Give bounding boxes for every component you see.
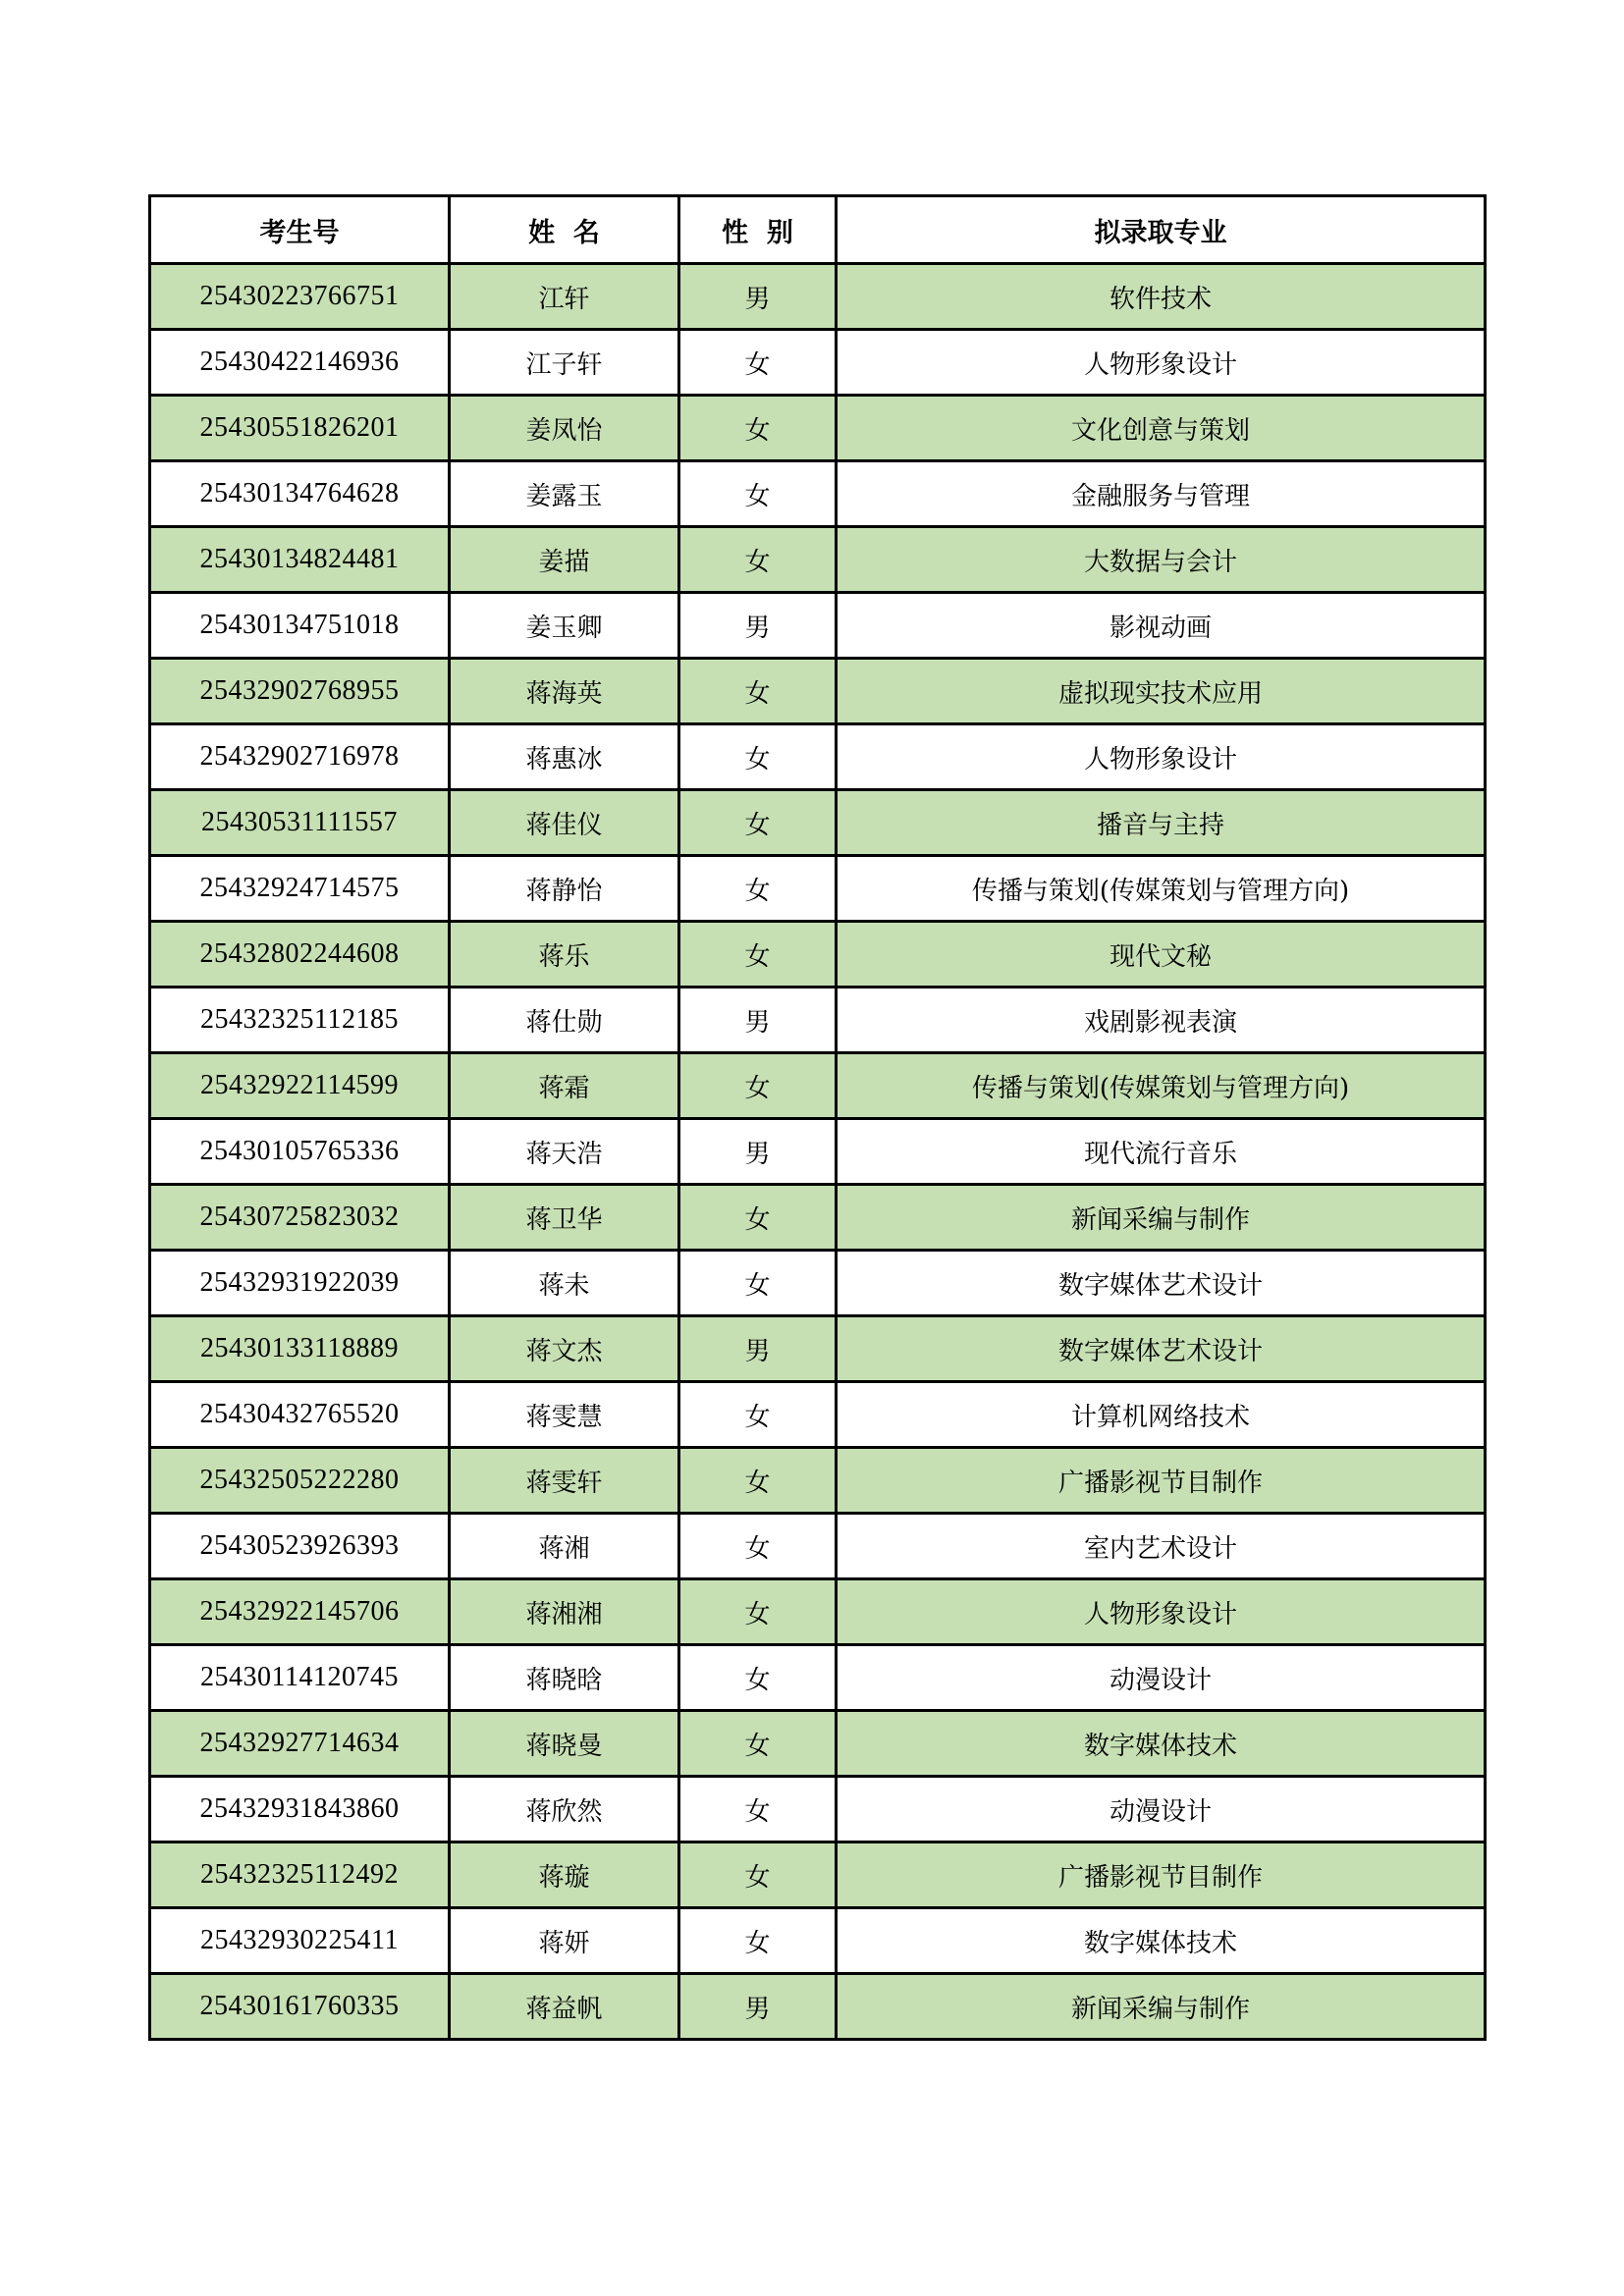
header-gender: 性 别 — [679, 196, 837, 264]
name-cell: 江子轩 — [450, 330, 679, 396]
exam-number-cell: 25432325112185 — [150, 988, 450, 1053]
gender-cell: 女 — [679, 527, 837, 593]
table-row — [150, 461, 1486, 527]
gender-cell: 女 — [679, 1908, 837, 1974]
gender-cell: 女 — [679, 461, 837, 527]
name-cell: 蒋湘 — [450, 1514, 679, 1579]
gender-cell: 女 — [679, 1579, 837, 1645]
major-cell: 数字媒体艺术设计 — [837, 1316, 1486, 1382]
gender-cell: 男 — [679, 1974, 837, 2040]
major-cell: 金融服务与管理 — [837, 461, 1486, 527]
name-cell: 蒋天浩 — [450, 1119, 679, 1185]
header-major: 拟录取专业 — [837, 196, 1486, 264]
major-cell: 大数据与会计 — [837, 527, 1486, 593]
gender-cell: 男 — [679, 593, 837, 659]
exam-number-cell: 25432924714575 — [150, 856, 450, 922]
gender-cell: 女 — [679, 659, 837, 724]
name-cell: 蒋湘湘 — [450, 1579, 679, 1645]
name-cell: 蒋晓曼 — [450, 1711, 679, 1777]
name-cell: 蒋妍 — [450, 1908, 679, 1974]
exam-number-cell: 25430223766751 — [150, 264, 450, 330]
major-cell: 数字媒体技术 — [837, 1711, 1486, 1777]
header-exam-number: 考生号 — [150, 196, 450, 264]
major-cell: 室内艺术设计 — [837, 1514, 1486, 1579]
major-cell: 文化创意与策划 — [837, 396, 1486, 461]
table-row — [150, 1842, 1486, 1908]
exam-number-cell: 25430523926393 — [150, 1514, 450, 1579]
gender-cell: 男 — [679, 988, 837, 1053]
table-row — [150, 988, 1486, 1053]
name-cell: 蒋欣然 — [450, 1777, 679, 1842]
table-row — [150, 1579, 1486, 1645]
name-cell: 蒋霜 — [450, 1053, 679, 1119]
table-row — [150, 1974, 1486, 2040]
gender-cell: 女 — [679, 922, 837, 988]
gender-cell: 男 — [679, 1316, 837, 1382]
table-row — [150, 527, 1486, 593]
header-name: 姓 名 — [450, 196, 679, 264]
table-row — [150, 1382, 1486, 1448]
table-row — [150, 1316, 1486, 1382]
table-row — [150, 1448, 1486, 1514]
major-cell: 影视动画 — [837, 593, 1486, 659]
exam-number-cell: 25432931922039 — [150, 1251, 450, 1316]
gender-cell: 女 — [679, 1645, 837, 1711]
name-cell: 蒋乐 — [450, 922, 679, 988]
exam-number-cell: 25432922114599 — [150, 1053, 450, 1119]
exam-number-cell: 25430551826201 — [150, 396, 450, 461]
table-row — [150, 396, 1486, 461]
gender-cell: 女 — [679, 1777, 837, 1842]
exam-number-cell: 25432902768955 — [150, 659, 450, 724]
major-cell: 现代流行音乐 — [837, 1119, 1486, 1185]
major-cell: 新闻采编与制作 — [837, 1974, 1486, 2040]
major-cell: 现代文秘 — [837, 922, 1486, 988]
table-row — [150, 1908, 1486, 1974]
name-cell: 蒋晓晗 — [450, 1645, 679, 1711]
major-cell: 软件技术 — [837, 264, 1486, 330]
exam-number-cell: 25430725823032 — [150, 1185, 450, 1251]
exam-number-cell: 25432325112492 — [150, 1842, 450, 1908]
exam-number-cell: 25432802244608 — [150, 922, 450, 988]
name-cell: 姜露玉 — [450, 461, 679, 527]
major-cell: 戏剧影视表演 — [837, 988, 1486, 1053]
table-row — [150, 790, 1486, 856]
table-row — [150, 1053, 1486, 1119]
gender-cell: 女 — [679, 1514, 837, 1579]
gender-cell: 女 — [679, 1711, 837, 1777]
table-row — [150, 724, 1486, 790]
table-row — [150, 1514, 1486, 1579]
table-header-row — [150, 196, 1486, 264]
table-row — [150, 1251, 1486, 1316]
name-cell: 蒋雯轩 — [450, 1448, 679, 1514]
table-row — [150, 856, 1486, 922]
major-cell: 动漫设计 — [837, 1645, 1486, 1711]
major-cell: 数字媒体艺术设计 — [837, 1251, 1486, 1316]
name-cell: 姜玉卿 — [450, 593, 679, 659]
exam-number-cell: 25430133118889 — [150, 1316, 450, 1382]
exam-number-cell: 25430114120745 — [150, 1645, 450, 1711]
table-row — [150, 1711, 1486, 1777]
exam-number-cell: 25430432765520 — [150, 1382, 450, 1448]
name-cell: 蒋惠冰 — [450, 724, 679, 790]
name-cell: 蒋雯慧 — [450, 1382, 679, 1448]
exam-number-cell: 25430134751018 — [150, 593, 450, 659]
exam-number-cell: 25432505222280 — [150, 1448, 450, 1514]
major-cell: 传播与策划(传媒策划与管理方向) — [837, 856, 1486, 922]
major-cell: 计算机网络技术 — [837, 1382, 1486, 1448]
gender-cell: 女 — [679, 724, 837, 790]
major-cell: 人物形象设计 — [837, 724, 1486, 790]
table-row — [150, 264, 1486, 330]
major-cell: 人物形象设计 — [837, 1579, 1486, 1645]
major-cell: 传播与策划(传媒策划与管理方向) — [837, 1053, 1486, 1119]
table-row — [150, 1119, 1486, 1185]
major-cell: 虚拟现实技术应用 — [837, 659, 1486, 724]
exam-number-cell: 25432922145706 — [150, 1579, 450, 1645]
exam-number-cell: 25432931843860 — [150, 1777, 450, 1842]
table-row — [150, 1185, 1486, 1251]
major-cell: 人物形象设计 — [837, 330, 1486, 396]
exam-number-cell: 25430161760335 — [150, 1974, 450, 2040]
name-cell: 蒋静怡 — [450, 856, 679, 922]
admission-table — [148, 194, 1487, 2041]
name-cell: 蒋佳仪 — [450, 790, 679, 856]
exam-number-cell: 25430105765336 — [150, 1119, 450, 1185]
gender-cell: 女 — [679, 330, 837, 396]
exam-number-cell: 25432930225411 — [150, 1908, 450, 1974]
major-cell: 广播影视节目制作 — [837, 1448, 1486, 1514]
name-cell: 蒋璇 — [450, 1842, 679, 1908]
gender-cell: 女 — [679, 856, 837, 922]
exam-number-cell: 25430531111557 — [150, 790, 450, 856]
major-cell: 广播影视节目制作 — [837, 1842, 1486, 1908]
gender-cell: 女 — [679, 1448, 837, 1514]
gender-cell: 女 — [679, 1251, 837, 1316]
name-cell: 蒋仕勋 — [450, 988, 679, 1053]
table-row — [150, 659, 1486, 724]
gender-cell: 女 — [679, 1053, 837, 1119]
gender-cell: 男 — [679, 264, 837, 330]
major-cell: 动漫设计 — [837, 1777, 1486, 1842]
name-cell: 蒋卫华 — [450, 1185, 679, 1251]
name-cell: 蒋文杰 — [450, 1316, 679, 1382]
exam-number-cell: 25432927714634 — [150, 1711, 450, 1777]
exam-number-cell: 25430134824481 — [150, 527, 450, 593]
table-body — [150, 264, 1486, 2040]
table-row — [150, 1645, 1486, 1711]
gender-cell: 女 — [679, 396, 837, 461]
exam-number-cell: 25430422146936 — [150, 330, 450, 396]
table-row — [150, 1777, 1486, 1842]
major-cell: 新闻采编与制作 — [837, 1185, 1486, 1251]
exam-number-cell: 25432902716978 — [150, 724, 450, 790]
major-cell: 数字媒体技术 — [837, 1908, 1486, 1974]
gender-cell: 女 — [679, 1842, 837, 1908]
gender-cell: 女 — [679, 790, 837, 856]
table-row — [150, 330, 1486, 396]
name-cell: 蒋未 — [450, 1251, 679, 1316]
gender-cell: 女 — [679, 1382, 837, 1448]
exam-number-cell: 25430134764628 — [150, 461, 450, 527]
table-row — [150, 922, 1486, 988]
name-cell: 江轩 — [450, 264, 679, 330]
name-cell: 姜凤怡 — [450, 396, 679, 461]
name-cell: 蒋益帆 — [450, 1974, 679, 2040]
major-cell: 播音与主持 — [837, 790, 1486, 856]
name-cell: 姜描 — [450, 527, 679, 593]
gender-cell: 女 — [679, 1185, 837, 1251]
gender-cell: 男 — [679, 1119, 837, 1185]
table-row — [150, 593, 1486, 659]
name-cell: 蒋海英 — [450, 659, 679, 724]
